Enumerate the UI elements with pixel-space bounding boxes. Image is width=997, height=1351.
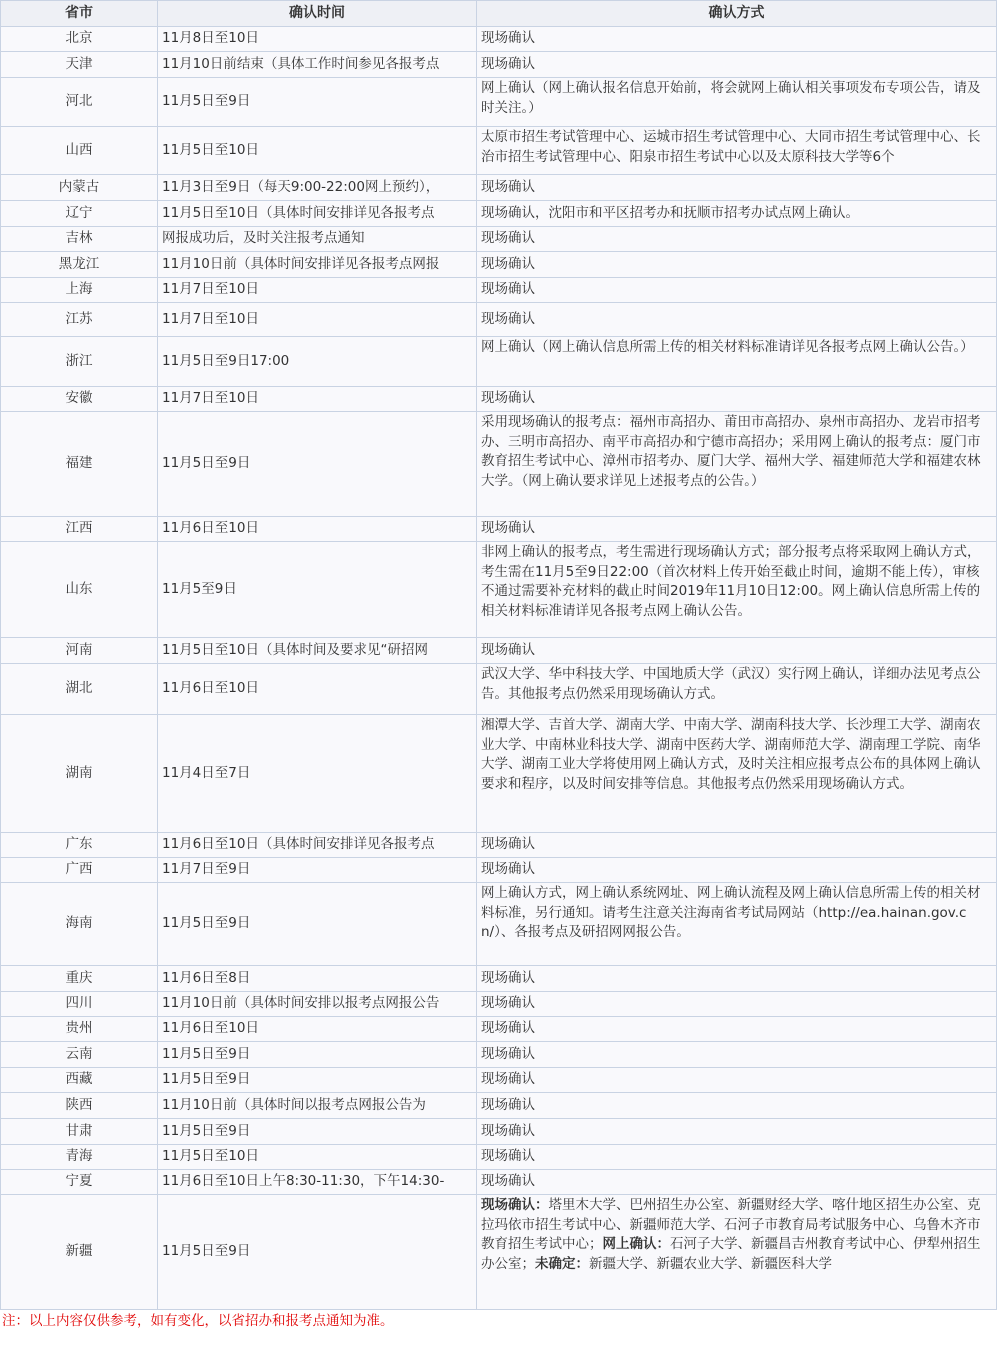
province-cell: 福建 [1,412,158,517]
method-cell: 现场确认 [477,252,997,278]
method-cell: 现场确认 [477,966,997,992]
time-cell: 11月5日至10日 [158,1145,477,1170]
province-cell: 黑龙江 [1,252,158,278]
method-cell: 非网上确认的报考点，考生需进行现场确认方式；部分报考点将采取网上确认方式，考生需在11月5至9日22:00（首次材料上传开始至截止时间，逾期不能上传），审核不通过需要补充材料的截止时间2019年11月10日12:00。网上确认信息所需上传的相关材料标准请详见各报考点网上确认公告。 [477,542,997,638]
table-row [1,412,997,517]
method-cell: 现场确认 [477,833,997,858]
time-cell: 11月5日至10日（具体时间安排详见各报考点 [158,201,477,227]
table-row [1,542,997,638]
time-cell: 11月6日至10日上午8:30-11:30，下午14:30- [158,1170,477,1195]
time-cell: 11月6日至10日 [158,664,477,715]
province-cell: 重庆 [1,966,158,992]
method-label: 网上确认： [602,1236,670,1252]
time-cell: 11月5日至9日 [158,78,477,127]
method-cell [477,1195,997,1310]
province-cell: 云南 [1,1042,158,1068]
method-cell: 现场确认 [477,303,997,337]
time-cell: 11月7日至10日 [158,387,477,412]
province-cell: 浙江 [1,337,158,387]
province-cell: 新疆 [1,1195,158,1310]
province-cell: 山西 [1,127,158,175]
table-row [1,883,997,966]
time-cell: 11月7日至10日 [158,303,477,337]
method-cell: 现场确认，沈阳市和平区招考办和抚顺市招考办试点网上确认。 [477,201,997,227]
method-cell: 网上确认（网上确认报名信息开始前，将会就网上确认相关事项发布专项公告，请及时关注。） [477,78,997,127]
time-cell: 11月10日前（具体时间以报考点网报公告为 [158,1093,477,1119]
table-row [1,966,997,992]
header-method: 确认方式 [477,1,997,27]
table-row [1,387,997,412]
header-time: 确认时间 [158,1,477,27]
method-cell: 现场确认 [477,387,997,412]
method-cell: 武汉大学、华中科技大学、中国地质大学（武汉）实行网上确认，详细办法见考点公告。其他报考点仍然采用现场确认方式。 [477,664,997,715]
method-cell: 现场确认 [477,517,997,542]
method-cell: 湘潭大学、吉首大学、湖南大学、中南大学、湖南科技大学、长沙理工大学、湖南农业大学、中南林业科技大学、湖南中医药大学、湖南师范大学、湖南理工学院、南华大学、湖南工业大学将使用网上确认方式，及时关注相应报考点公布的具体网上确认要求和程序，以及时间安排等信息。其他报考点仍然采用现场确认方式。 [477,715,997,833]
province-cell: 河北 [1,78,158,127]
province-cell: 广东 [1,833,158,858]
table-row [1,858,997,883]
table-row [1,715,997,833]
footnote: 注：以上内容仅供参考，如有变化，以省招办和报考点通知为准。 [2,1313,394,1329]
table-row [1,833,997,858]
time-cell: 11月5日至10日（具体时间及要求见“研招网 [158,638,477,664]
time-cell: 11月5日至9日 [158,1119,477,1145]
table-row [1,664,997,715]
table-row [1,517,997,542]
table-row [1,1145,997,1170]
province-cell: 安徽 [1,387,158,412]
time-cell: 网报成功后，及时关注报考点通知 [158,227,477,252]
province-cell: 湖北 [1,664,158,715]
time-cell: 11月10日前结束（具体工作时间参见各报考点 [158,52,477,78]
method-cell: 现场确认 [477,1170,997,1195]
method-cell: 现场确认 [477,227,997,252]
time-cell: 11月5日至9日 [158,1195,477,1310]
method-cell: 现场确认 [477,1017,997,1042]
table-row [1,1195,997,1310]
time-cell: 11月5日至9日17:00 [158,337,477,387]
time-cell: 11月3日至9日（每天9:00-22:00网上预约）， [158,175,477,201]
method-cell: 现场确认 [477,1093,997,1119]
method-cell: 现场确认 [477,175,997,201]
province-cell: 上海 [1,278,158,303]
table-row [1,1042,997,1068]
method-cell: 现场确认 [477,858,997,883]
table-row [1,175,997,201]
table-row [1,252,997,278]
province-cell: 陕西 [1,1093,158,1119]
province-cell: 西藏 [1,1068,158,1093]
header-row [1,1,997,27]
province-cell: 北京 [1,27,158,52]
province-cell: 山东 [1,542,158,638]
table-row [1,992,997,1017]
table-row [1,78,997,127]
time-cell: 11月5日至9日 [158,1068,477,1093]
table-row [1,1017,997,1042]
province-cell: 四川 [1,992,158,1017]
province-cell: 青海 [1,1145,158,1170]
time-cell: 11月7日至10日 [158,278,477,303]
method-cell: 网上确认（网上确认信息所需上传的相关材料标准请详见各报考点网上确认公告。） [477,337,997,387]
table-row [1,27,997,52]
province-cell: 湖南 [1,715,158,833]
method-cell: 太原市招生考试管理中心、运城市招生考试管理中心、大同市招生考试管理中心、长治市招生考试管理中心、阳泉市招生考试中心以及太原科技大学等6个 [477,127,997,175]
table-row [1,52,997,78]
table-body [1,27,997,1310]
time-cell: 11月5日至9日 [158,883,477,966]
table-row [1,278,997,303]
method-label: 现场确认： [481,1197,549,1213]
province-cell: 甘肃 [1,1119,158,1145]
method-text: 石河子大学、新疆昌吉州教育考试中心、伊犁州招生办公室； [481,1236,981,1272]
province-cell: 吉林 [1,227,158,252]
method-text: 塔里木大学、巴州招生办公室、新疆财经大学、喀什地区招生办公室、克拉玛依市招生考试中心、新疆师范大学、石河子市教育局考试服务中心、乌鲁木齐市教育招生考试中心； [481,1197,981,1252]
method-cell: 现场确认 [477,278,997,303]
table-row [1,227,997,252]
table-row [1,1170,997,1195]
method-cell: 现场确认 [477,1145,997,1170]
method-cell: 现场确认 [477,27,997,52]
province-cell: 贵州 [1,1017,158,1042]
table-row [1,303,997,337]
method-cell: 采用现场确认的报考点：福州市高招办、莆田市高招办、泉州市高招办、龙岩市招考办、三明市高招办、南平市高招办和宁德市高招办；采用网上确认的报考点：厦门市教育招生考试中心、漳州市招考办、厦门大学、福州大学、福建师范大学和福建农林大学。（网上确认要求详见上述报考点的公告。） [477,412,997,517]
province-cell: 河南 [1,638,158,664]
time-cell: 11月5日至10日 [158,127,477,175]
table-row [1,201,997,227]
method-cell: 现场确认 [477,1119,997,1145]
table-row [1,127,997,175]
province-cell: 宁夏 [1,1170,158,1195]
province-cell: 江苏 [1,303,158,337]
method-cell: 网上确认方式，网上确认系统网址、网上确认流程及网上确认信息所需上传的相关材料标准，另行通知。请考生注意关注海南省考试局网站（http://ea.hainan.gov.cn/）、各报考点及研招网网报公告。 [477,883,997,966]
method-cell: 现场确认 [477,1042,997,1068]
time-cell: 11月5日至9日 [158,1042,477,1068]
time-cell: 11月7日至9日 [158,858,477,883]
time-cell: 11月5日至9日 [158,412,477,517]
time-cell: 11月10日前（具体时间安排详见各报考点网报 [158,252,477,278]
province-cell: 天津 [1,52,158,78]
time-cell: 11月8日至10日 [158,27,477,52]
province-cell: 海南 [1,883,158,966]
province-cell: 广西 [1,858,158,883]
table-row [1,1093,997,1119]
time-cell: 11月6日至8日 [158,966,477,992]
province-cell: 江西 [1,517,158,542]
province-cell: 内蒙古 [1,175,158,201]
method-cell: 现场确认 [477,52,997,78]
province-cell: 辽宁 [1,201,158,227]
method-cell: 现场确认 [477,638,997,664]
time-cell: 11月5至9日 [158,542,477,638]
header-province: 省市 [1,1,158,27]
method-text: 新疆大学、新疆农业大学、新疆医科大学 [589,1255,832,1272]
method-label: 未确定： [535,1255,589,1272]
table-row [1,337,997,387]
table-row [1,1068,997,1093]
time-cell: 11月6日至10日 [158,517,477,542]
time-cell: 11月6日至10日（具体时间安排详见各报考点 [158,833,477,858]
table-row [1,1119,997,1145]
time-cell: 11月10日前（具体时间安排以报考点网报公告 [158,992,477,1017]
table-row [1,638,997,664]
time-cell: 11月4日至7日 [158,715,477,833]
time-cell: 11月6日至10日 [158,1017,477,1042]
method-cell: 现场确认 [477,992,997,1017]
method-cell: 现场确认 [477,1068,997,1093]
